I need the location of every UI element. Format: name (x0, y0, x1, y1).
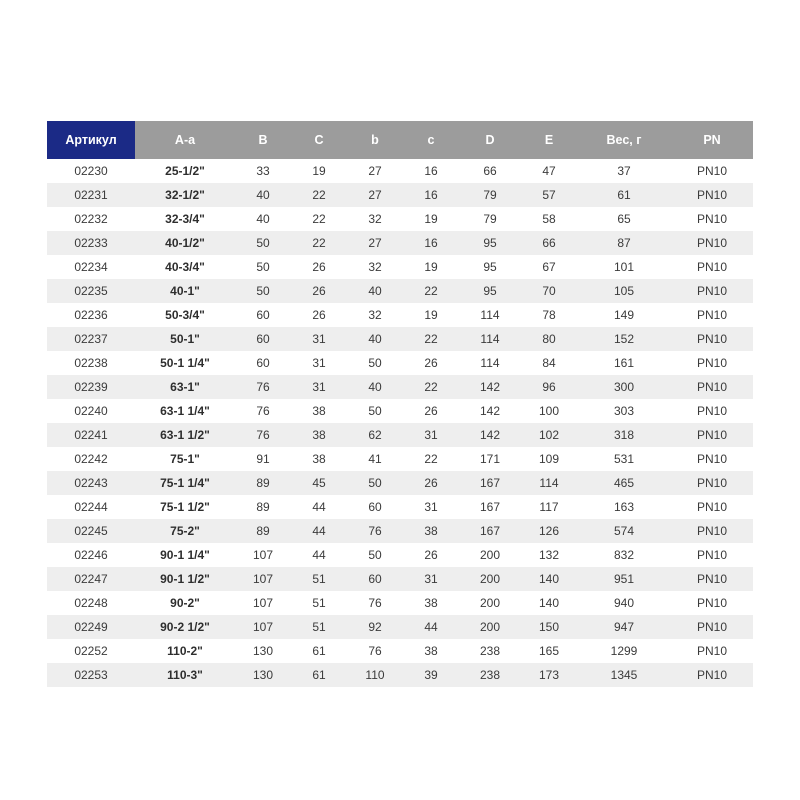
cell-article: 02245 (47, 519, 135, 543)
cell-b: 27 (347, 159, 403, 183)
cell-D: 66 (459, 159, 521, 183)
cell-B: 107 (235, 543, 291, 567)
cell-c: 26 (403, 471, 459, 495)
cell-PN: PN10 (671, 447, 753, 471)
cell-B: 50 (235, 231, 291, 255)
cell-E: 117 (521, 495, 577, 519)
table-header-row (47, 121, 753, 159)
cell-a-a: 75-2" (135, 519, 235, 543)
cell-b: 110 (347, 663, 403, 687)
table-row (47, 279, 753, 303)
table-row (47, 591, 753, 615)
cell-E: 114 (521, 471, 577, 495)
cell-a-a: 50-1" (135, 327, 235, 351)
cell-C: 31 (291, 375, 347, 399)
cell-article: 02238 (47, 351, 135, 375)
cell-D: 238 (459, 639, 521, 663)
column-header-c: c (403, 121, 459, 159)
cell-C: 22 (291, 183, 347, 207)
table-row (47, 159, 753, 183)
cell-E: 132 (521, 543, 577, 567)
table-row (47, 207, 753, 231)
cell-PN: PN10 (671, 591, 753, 615)
cell-D: 238 (459, 663, 521, 687)
cell-article: 02253 (47, 663, 135, 687)
cell-C: 26 (291, 279, 347, 303)
cell-PN: PN10 (671, 207, 753, 231)
cell-a-a: 40-1/2" (135, 231, 235, 255)
cell-article: 02231 (47, 183, 135, 207)
cell-b: 40 (347, 279, 403, 303)
column-header-PN: PN (671, 121, 753, 159)
cell-weight: 1299 (577, 639, 671, 663)
cell-E: 109 (521, 447, 577, 471)
cell-E: 70 (521, 279, 577, 303)
cell-B: 50 (235, 279, 291, 303)
cell-E: 140 (521, 567, 577, 591)
table-row (47, 615, 753, 639)
cell-article: 02249 (47, 615, 135, 639)
cell-D: 142 (459, 399, 521, 423)
cell-PN: PN10 (671, 183, 753, 207)
cell-b: 62 (347, 423, 403, 447)
cell-a-a: 50-3/4" (135, 303, 235, 327)
cell-a-a: 40-1" (135, 279, 235, 303)
cell-article: 02243 (47, 471, 135, 495)
cell-b: 27 (347, 183, 403, 207)
cell-a-a: 90-2" (135, 591, 235, 615)
cell-c: 39 (403, 663, 459, 687)
cell-C: 31 (291, 327, 347, 351)
cell-PN: PN10 (671, 375, 753, 399)
column-header-E: E (521, 121, 577, 159)
cell-weight: 832 (577, 543, 671, 567)
cell-D: 95 (459, 255, 521, 279)
cell-a-a: 90-1 1/4" (135, 543, 235, 567)
cell-B: 107 (235, 591, 291, 615)
cell-a-a: 75-1" (135, 447, 235, 471)
cell-c: 19 (403, 255, 459, 279)
cell-D: 167 (459, 471, 521, 495)
cell-a-a: 40-3/4" (135, 255, 235, 279)
cell-D: 200 (459, 543, 521, 567)
cell-a-a: 50-1 1/4" (135, 351, 235, 375)
table-row (47, 471, 753, 495)
cell-E: 102 (521, 423, 577, 447)
cell-weight: 101 (577, 255, 671, 279)
cell-weight: 152 (577, 327, 671, 351)
cell-C: 45 (291, 471, 347, 495)
cell-E: 150 (521, 615, 577, 639)
cell-c: 16 (403, 183, 459, 207)
cell-c: 31 (403, 567, 459, 591)
cell-B: 40 (235, 183, 291, 207)
cell-article: 02234 (47, 255, 135, 279)
cell-article: 02241 (47, 423, 135, 447)
cell-c: 19 (403, 303, 459, 327)
cell-C: 44 (291, 519, 347, 543)
cell-E: 165 (521, 639, 577, 663)
cell-c: 19 (403, 207, 459, 231)
cell-c: 26 (403, 543, 459, 567)
table-row (47, 447, 753, 471)
cell-c: 22 (403, 327, 459, 351)
cell-C: 31 (291, 351, 347, 375)
cell-E: 100 (521, 399, 577, 423)
cell-B: 89 (235, 471, 291, 495)
table-row (47, 351, 753, 375)
cell-c: 31 (403, 423, 459, 447)
cell-B: 91 (235, 447, 291, 471)
cell-E: 84 (521, 351, 577, 375)
cell-PN: PN10 (671, 567, 753, 591)
cell-D: 171 (459, 447, 521, 471)
cell-b: 76 (347, 639, 403, 663)
column-header-article: Артикул (47, 121, 135, 159)
table-body (47, 159, 753, 687)
cell-B: 76 (235, 375, 291, 399)
cell-E: 126 (521, 519, 577, 543)
cell-article: 02233 (47, 231, 135, 255)
cell-B: 130 (235, 663, 291, 687)
cell-B: 60 (235, 351, 291, 375)
cell-C: 38 (291, 423, 347, 447)
table-row (47, 183, 753, 207)
table-row (47, 231, 753, 255)
table-row (47, 399, 753, 423)
cell-c: 38 (403, 591, 459, 615)
cell-PN: PN10 (671, 519, 753, 543)
cell-PN: PN10 (671, 351, 753, 375)
cell-E: 78 (521, 303, 577, 327)
cell-E: 47 (521, 159, 577, 183)
cell-C: 26 (291, 255, 347, 279)
cell-E: 140 (521, 591, 577, 615)
cell-weight: 951 (577, 567, 671, 591)
cell-b: 50 (347, 351, 403, 375)
cell-weight: 37 (577, 159, 671, 183)
table-header (47, 121, 753, 159)
cell-E: 80 (521, 327, 577, 351)
cell-article: 02240 (47, 399, 135, 423)
cell-C: 44 (291, 543, 347, 567)
cell-weight: 303 (577, 399, 671, 423)
cell-c: 44 (403, 615, 459, 639)
cell-PN: PN10 (671, 255, 753, 279)
cell-weight: 161 (577, 351, 671, 375)
cell-article: 02235 (47, 279, 135, 303)
cell-article: 02232 (47, 207, 135, 231)
cell-weight: 574 (577, 519, 671, 543)
column-header-D: D (459, 121, 521, 159)
table-row (47, 543, 753, 567)
cell-a-a: 63-1 1/2" (135, 423, 235, 447)
cell-B: 33 (235, 159, 291, 183)
cell-C: 51 (291, 615, 347, 639)
cell-a-a: 25-1/2" (135, 159, 235, 183)
cell-b: 60 (347, 495, 403, 519)
cell-D: 114 (459, 327, 521, 351)
cell-E: 66 (521, 231, 577, 255)
column-header-b: b (347, 121, 403, 159)
cell-weight: 531 (577, 447, 671, 471)
cell-b: 92 (347, 615, 403, 639)
cell-C: 51 (291, 567, 347, 591)
cell-weight: 149 (577, 303, 671, 327)
cell-D: 200 (459, 615, 521, 639)
cell-C: 38 (291, 399, 347, 423)
cell-PN: PN10 (671, 495, 753, 519)
cell-C: 26 (291, 303, 347, 327)
column-header-B: B (235, 121, 291, 159)
cell-weight: 105 (577, 279, 671, 303)
cell-b: 32 (347, 207, 403, 231)
cell-a-a: 110-2" (135, 639, 235, 663)
table-row (47, 495, 753, 519)
cell-B: 89 (235, 519, 291, 543)
cell-weight: 465 (577, 471, 671, 495)
cell-D: 79 (459, 207, 521, 231)
cell-D: 200 (459, 567, 521, 591)
cell-c: 26 (403, 351, 459, 375)
cell-article: 02247 (47, 567, 135, 591)
cell-article: 02236 (47, 303, 135, 327)
cell-C: 22 (291, 207, 347, 231)
cell-c: 22 (403, 279, 459, 303)
cell-PN: PN10 (671, 159, 753, 183)
cell-B: 76 (235, 423, 291, 447)
table-row (47, 663, 753, 687)
cell-c: 31 (403, 495, 459, 519)
cell-a-a: 32-1/2" (135, 183, 235, 207)
cell-C: 51 (291, 591, 347, 615)
cell-E: 57 (521, 183, 577, 207)
spec-table-wrapper (47, 121, 753, 687)
cell-B: 60 (235, 303, 291, 327)
cell-B: 89 (235, 495, 291, 519)
cell-weight: 65 (577, 207, 671, 231)
cell-B: 130 (235, 639, 291, 663)
cell-c: 16 (403, 231, 459, 255)
cell-a-a: 63-1 1/4" (135, 399, 235, 423)
cell-a-a: 75-1 1/4" (135, 471, 235, 495)
cell-b: 41 (347, 447, 403, 471)
cell-D: 114 (459, 351, 521, 375)
cell-article: 02237 (47, 327, 135, 351)
cell-b: 50 (347, 399, 403, 423)
cell-b: 76 (347, 519, 403, 543)
cell-C: 22 (291, 231, 347, 255)
cell-E: 67 (521, 255, 577, 279)
cell-PN: PN10 (671, 303, 753, 327)
cell-c: 38 (403, 639, 459, 663)
cell-D: 114 (459, 303, 521, 327)
table-row (47, 303, 753, 327)
column-header-a-a: A-a (135, 121, 235, 159)
cell-E: 96 (521, 375, 577, 399)
cell-D: 142 (459, 375, 521, 399)
cell-weight: 163 (577, 495, 671, 519)
cell-b: 50 (347, 543, 403, 567)
cell-B: 50 (235, 255, 291, 279)
cell-B: 107 (235, 615, 291, 639)
cell-E: 58 (521, 207, 577, 231)
cell-weight: 947 (577, 615, 671, 639)
cell-D: 79 (459, 183, 521, 207)
cell-D: 200 (459, 591, 521, 615)
cell-c: 26 (403, 399, 459, 423)
cell-PN: PN10 (671, 663, 753, 687)
table-row (47, 327, 753, 351)
table-row (47, 423, 753, 447)
cell-D: 142 (459, 423, 521, 447)
cell-article: 02248 (47, 591, 135, 615)
cell-PN: PN10 (671, 615, 753, 639)
cell-weight: 1345 (577, 663, 671, 687)
cell-D: 95 (459, 231, 521, 255)
cell-weight: 318 (577, 423, 671, 447)
cell-c: 16 (403, 159, 459, 183)
cell-E: 173 (521, 663, 577, 687)
cell-D: 167 (459, 495, 521, 519)
cell-PN: PN10 (671, 327, 753, 351)
cell-PN: PN10 (671, 639, 753, 663)
cell-a-a: 110-3" (135, 663, 235, 687)
cell-article: 02230 (47, 159, 135, 183)
cell-D: 167 (459, 519, 521, 543)
cell-PN: PN10 (671, 423, 753, 447)
cell-weight: 300 (577, 375, 671, 399)
cell-weight: 87 (577, 231, 671, 255)
cell-C: 19 (291, 159, 347, 183)
cell-b: 76 (347, 591, 403, 615)
cell-article: 02252 (47, 639, 135, 663)
cell-weight: 940 (577, 591, 671, 615)
cell-a-a: 63-1" (135, 375, 235, 399)
cell-C: 44 (291, 495, 347, 519)
table-row (47, 567, 753, 591)
cell-weight: 61 (577, 183, 671, 207)
cell-c: 22 (403, 447, 459, 471)
cell-a-a: 75-1 1/2" (135, 495, 235, 519)
cell-c: 38 (403, 519, 459, 543)
cell-b: 50 (347, 471, 403, 495)
column-header-C: C (291, 121, 347, 159)
cell-article: 02246 (47, 543, 135, 567)
cell-B: 40 (235, 207, 291, 231)
table-row (47, 639, 753, 663)
cell-PN: PN10 (671, 399, 753, 423)
cell-PN: PN10 (671, 543, 753, 567)
cell-b: 40 (347, 327, 403, 351)
table-row (47, 255, 753, 279)
cell-B: 107 (235, 567, 291, 591)
cell-PN: PN10 (671, 231, 753, 255)
table-row (47, 375, 753, 399)
cell-article: 02242 (47, 447, 135, 471)
cell-b: 60 (347, 567, 403, 591)
cell-a-a: 90-2 1/2" (135, 615, 235, 639)
cell-b: 32 (347, 303, 403, 327)
cell-c: 22 (403, 375, 459, 399)
cell-D: 95 (459, 279, 521, 303)
cell-C: 61 (291, 663, 347, 687)
cell-a-a: 32-3/4" (135, 207, 235, 231)
cell-C: 61 (291, 639, 347, 663)
cell-C: 38 (291, 447, 347, 471)
cell-b: 40 (347, 375, 403, 399)
cell-PN: PN10 (671, 471, 753, 495)
cell-b: 27 (347, 231, 403, 255)
specification-table (47, 121, 753, 687)
cell-PN: PN10 (671, 279, 753, 303)
cell-article: 02239 (47, 375, 135, 399)
cell-B: 60 (235, 327, 291, 351)
table-row (47, 519, 753, 543)
cell-a-a: 90-1 1/2" (135, 567, 235, 591)
cell-B: 76 (235, 399, 291, 423)
cell-article: 02244 (47, 495, 135, 519)
cell-b: 32 (347, 255, 403, 279)
column-header-weight: Вес, г (577, 121, 671, 159)
